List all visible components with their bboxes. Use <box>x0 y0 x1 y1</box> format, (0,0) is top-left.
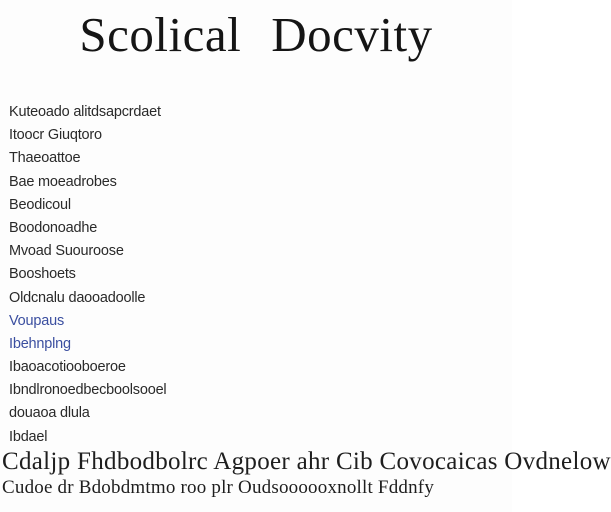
toc-item: Mvoad Suouroose <box>9 243 124 260</box>
toc-item: Kuteoado alitdsapcrdaet <box>9 104 161 120</box>
toc-item: Itoocr Giuqtoro <box>9 127 102 144</box>
title-word-2: Docvity <box>271 7 433 62</box>
table-of-contents <box>9 101 309 449</box>
toc-link[interactable]: Voupaus <box>9 312 65 329</box>
toc-item: Beodicoul <box>9 196 71 213</box>
footer-line-2: Cudoe dr Bdobdmtmo roo plr Oudsoooooxnollt Fddnfy <box>2 477 435 498</box>
page-title <box>0 6 512 64</box>
footer-line-1: Cdaljp Fhdbodbolrc Agpoer ahr Cib Covocaicas Ovdnelow <box>2 448 611 475</box>
toc-item: Thaeoattoe <box>9 150 81 167</box>
toc-item: Oldcnalu daooadoolle <box>9 289 146 306</box>
footer-text <box>0 448 611 512</box>
toc-link[interactable]: Ibehnplng <box>9 335 71 352</box>
toc-item: Boodonoadhe <box>9 219 98 236</box>
toc-item: Bae moeadrobes <box>9 173 117 190</box>
toc-item: douaoa dlula <box>9 405 90 422</box>
toc-item: Ibaoacotiooboeroe <box>9 359 126 376</box>
toc-item: Ibdael <box>9 428 48 445</box>
title-word-1: Scolical <box>79 7 242 62</box>
toc-item: Booshoets <box>9 266 76 283</box>
toc-item: Ibndlronoedbecboolsooel <box>9 382 167 399</box>
